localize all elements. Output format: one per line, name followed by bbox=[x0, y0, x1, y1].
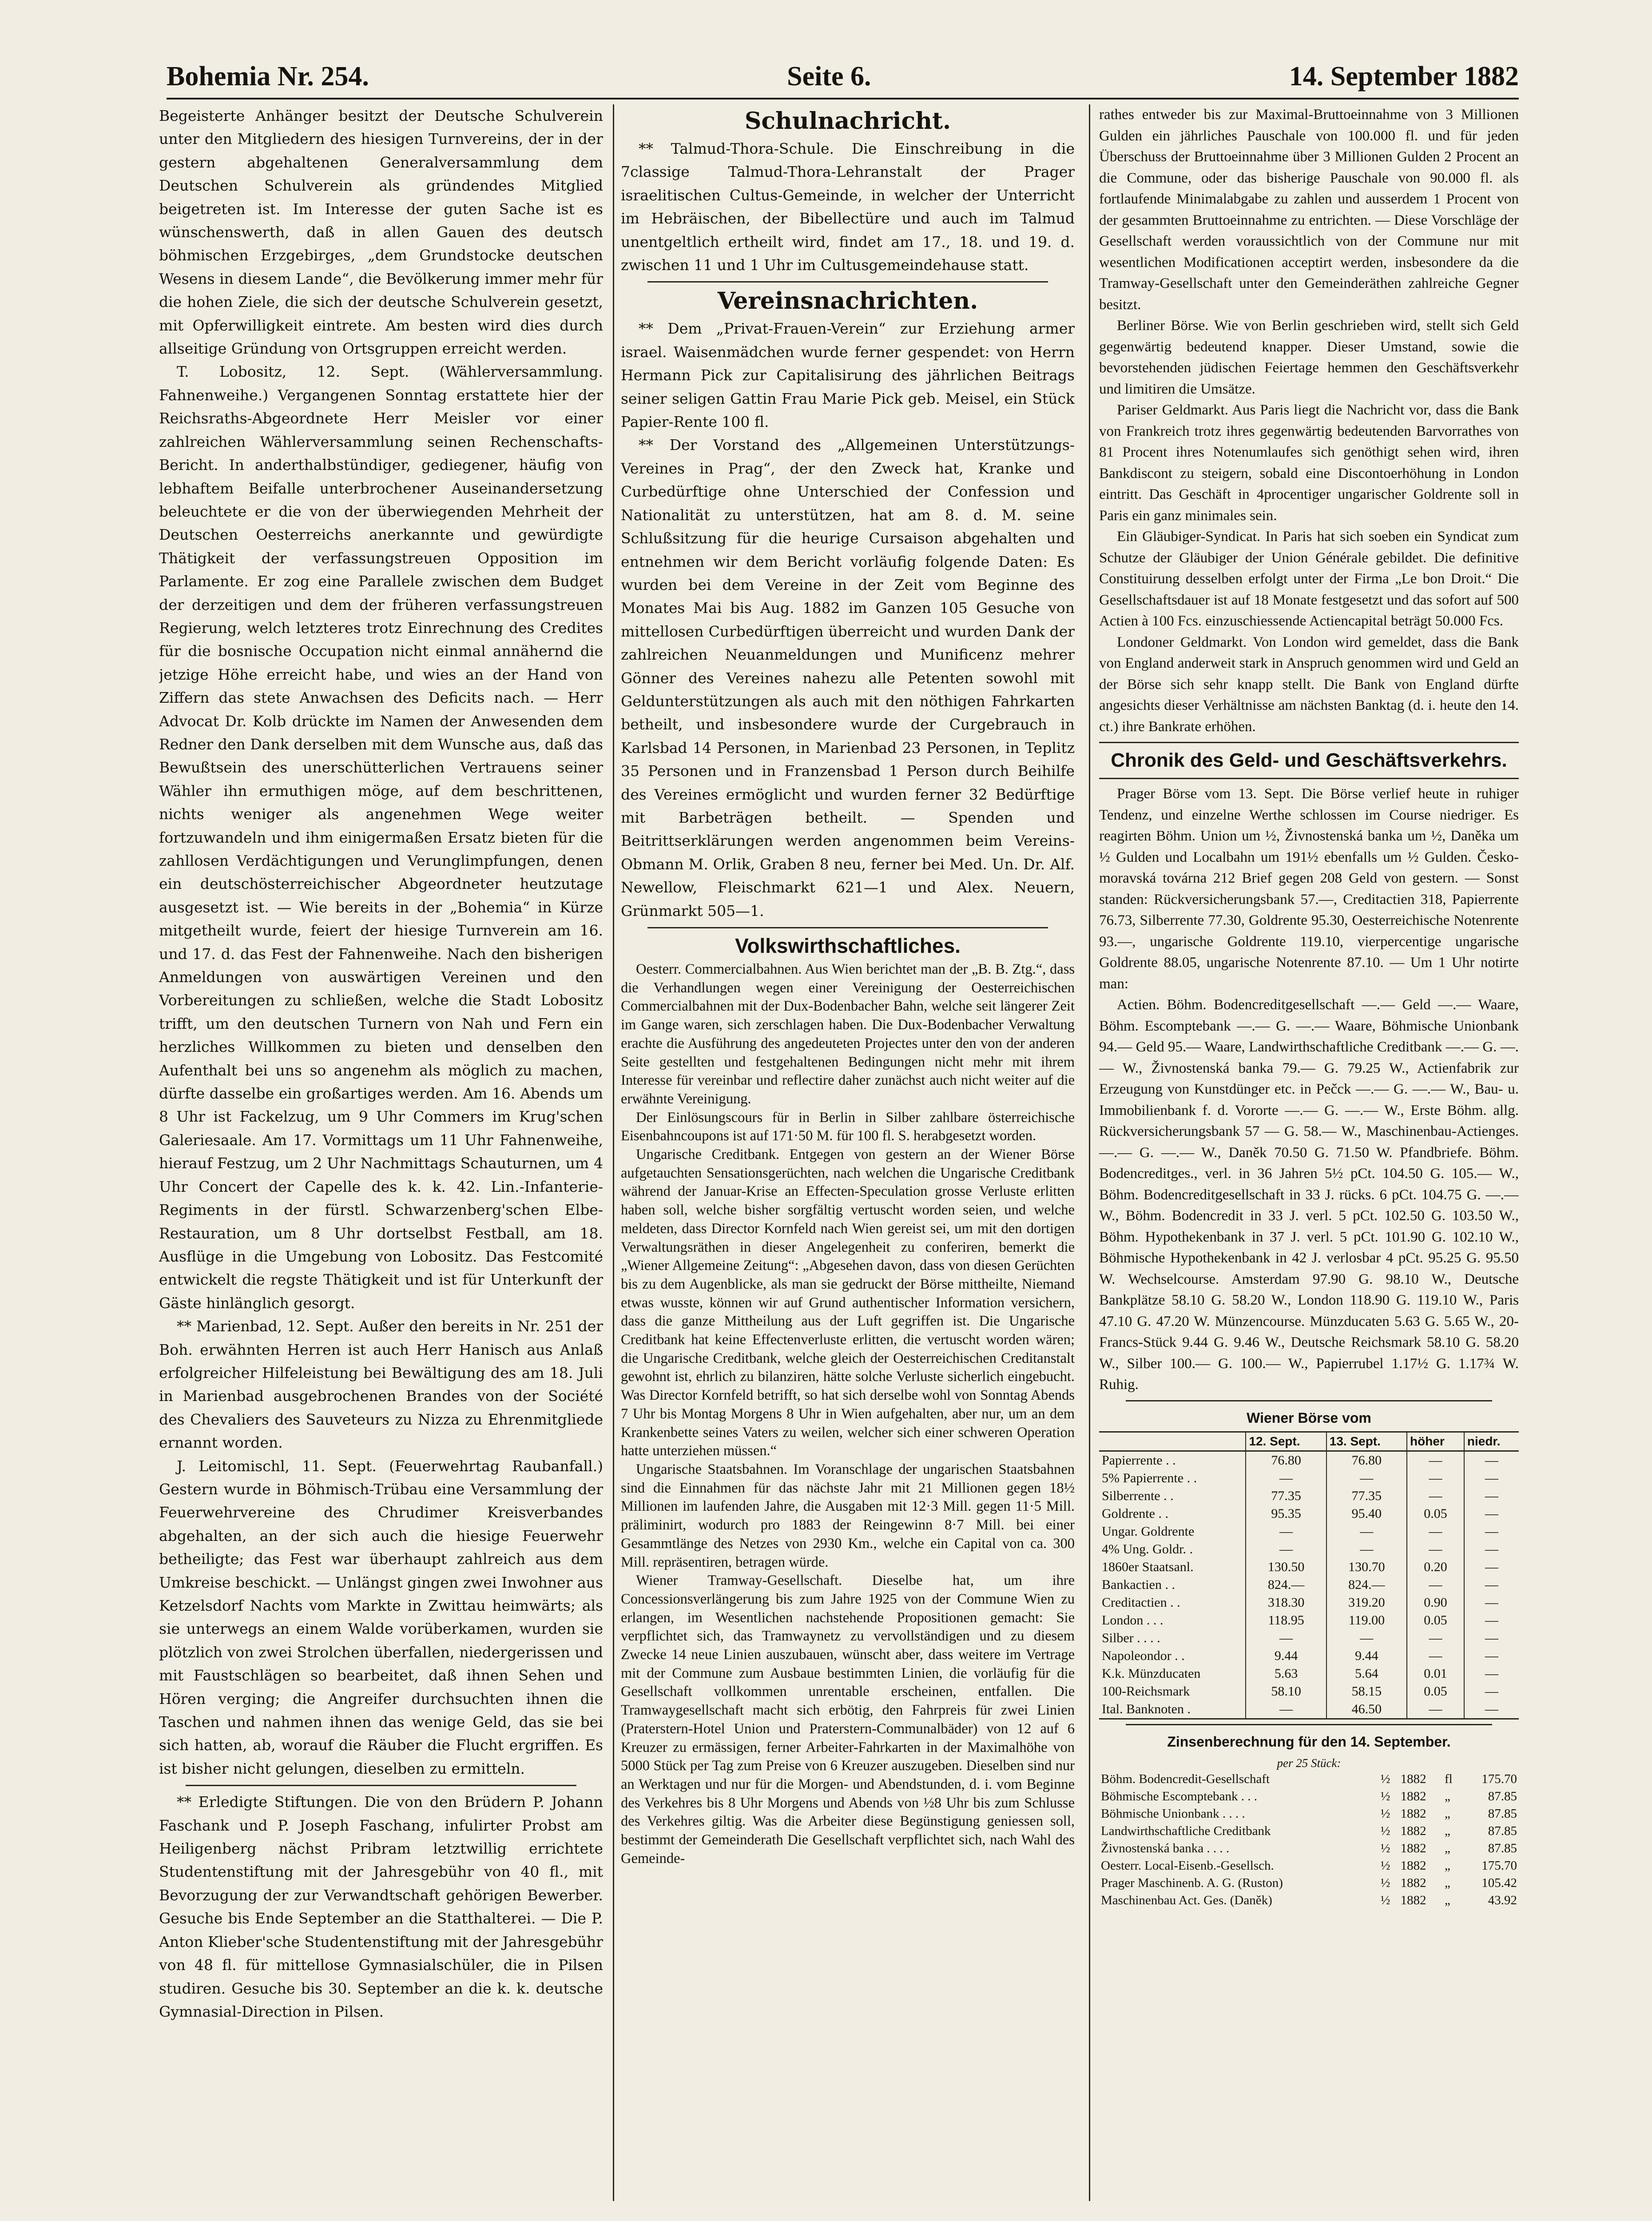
table-row bbox=[1099, 1576, 1519, 1594]
table-cell: 0.01 bbox=[1407, 1665, 1464, 1683]
article-stiftungen: ** Erledigte Stiftungen. Die von den Brüdern P. Johann Faschank und P. Joseph Faschang, infulirter Probst am Heiligenberg nächst Pribram letztwillig errichtete Studentenstiftung mit der Jahresgebühr von 40 fl., mit Bevorzugung der zur Verwandtschaft gehörigen Bewerber. Gesuche bis Ende September an die Statthalterei. — Die P. Anton Klieber'sche Studentenstiftung mit der Jahresgebühr von 48 fl. für mittellose Gymnasialschüler, die in Pilsen studiren. Gesuche bis 30. September an die k. k. deutsche Gymnasial-Direction in Pilsen. bbox=[159, 1793, 603, 2020]
table-cell: 95.40 bbox=[1326, 1505, 1407, 1523]
zinsen-cell: „ bbox=[1445, 1823, 1450, 1838]
zinsen-cell: 43.92 bbox=[1488, 1893, 1517, 1907]
table-cell: 9.44 bbox=[1326, 1647, 1407, 1665]
zinsen-cell: 87.85 bbox=[1488, 1789, 1517, 1803]
table-cell: — bbox=[1464, 1612, 1519, 1629]
table-cell: 824.— bbox=[1326, 1576, 1407, 1594]
zinsen-cell: 87.85 bbox=[1488, 1841, 1517, 1855]
table-cell: London . . . bbox=[1102, 1613, 1164, 1628]
zinsen-cell: 105.42 bbox=[1481, 1875, 1517, 1890]
article-talmud-thora: ** Talmud-Thora-Schule. Die Einschreibung in die 7classige Talmud-Thora-Lehranstalt der Prager israelitischen Cultus-Gemeinde, in welcher der Unterricht im Hebräischen, der Bibellectüre und auch im Talmud unentgeltlich ertheilt wird, findet am 17., 18. und 19. d. zwischen 11 und 1 Uhr im Cultusgemeindehause statt. bbox=[621, 140, 1075, 274]
table-cell: — bbox=[1246, 1629, 1326, 1647]
zinsen-cell: 1882 bbox=[1400, 1841, 1426, 1855]
zinsen-cell: ½ bbox=[1380, 1789, 1390, 1803]
table-cell: — bbox=[1407, 1700, 1464, 1719]
divider bbox=[1099, 778, 1519, 779]
table-header-cell: niedr. bbox=[1464, 1432, 1519, 1451]
section-volkswirthschaft bbox=[621, 933, 1075, 1868]
table-header-cell: 12. Sept. bbox=[1246, 1432, 1326, 1451]
table-cell: 824.— bbox=[1246, 1576, 1326, 1594]
wiener-boerse-table bbox=[1099, 1431, 1519, 1719]
table-cell: 76.80 bbox=[1326, 1451, 1407, 1470]
table-header-cell: 13. Sept. bbox=[1326, 1432, 1407, 1451]
zinsen-cell: 175.70 bbox=[1481, 1771, 1517, 1786]
table-cell: — bbox=[1464, 1665, 1519, 1683]
table-cell: 118.95 bbox=[1246, 1612, 1326, 1629]
zinsen-cell: ½ bbox=[1380, 1823, 1390, 1838]
article-tramway-continued: rathes entweder bis zur Maximal-Bruttoeinnahme von 3 Millionen Gulden ein jährliches Pauschale von 100.000 fl. und für jeden Überschuss der Bruttoeinnahme über 3 Millionen Gulden 2 Procent an die Commune, oder das bisherige Pauschale von 90.000 fl. als fortlaufende Minimalabgabe zu zahlen und ausserdem 1 Procent von der gesammten Bruttoeinnahme zu entrichten. — Diese Vorschläge der Gesellschaft werden voraussichtlich von der Commune nur mit wesentlichen Modificationen acceptirt werden, insbesondere da die Tramway-Gesellschaft unter den Gemeinderäthen zahlreiche Gegner besitzt. bbox=[1099, 107, 1519, 313]
table-row bbox=[1099, 1612, 1519, 1629]
table-cell: Bankactien . . bbox=[1102, 1577, 1175, 1592]
article-marienbad: ** Marienbad, 12. Sept. Außer den bereits in Nr. 251 der Boh. erwähnten Herren ist auch Herr Hanisch aus Anlaß erfolgreicher Hilfeleistung bei Bewältigung des am 18. Juli in Marienbad ausgebrochenen Brandes von der Société des Chevaliers des Sauveteurs zu Nizza zu Ehrenmitgliede ernannt worden. bbox=[159, 1317, 603, 1452]
article-berliner-boerse: Berliner Börse. Wie von Berlin geschrieben wird, stellt sich Geld gegenwärtig bedeutend knapper. Dieser Umstand, sowie die bevorstehenden jüdischen Feiertage hemmen den Geschäftsverkehr und limitiren die Umsätze. bbox=[1099, 318, 1519, 397]
table-row bbox=[1099, 1558, 1519, 1576]
table-cell: — bbox=[1407, 1576, 1464, 1594]
article-glaeubiger-syndicat: Ein Gläubiger-Syndicat. In Paris hat sich soeben ein Syndicat zum Schutze der Gläubiger der Union Générale gebildet. Die definitive Constituirung desselben erfolgt unter der Firma „Le bon Droit.“ Die Gesellschaftsdauer ist auf 18 Monate festgesetzt und das sofort auf 500 Actien à 100 Fcs. einzuschiessende Actiencapital beträgt 50.000 Fcs. bbox=[1099, 529, 1519, 629]
table-cell: — bbox=[1464, 1487, 1519, 1505]
table-cell: — bbox=[1464, 1505, 1519, 1523]
zinsen-cell: Böhm. Bodencredit-Gesellschaft bbox=[1101, 1771, 1270, 1786]
zinsen-row bbox=[1099, 1805, 1519, 1823]
table-cell: — bbox=[1326, 1540, 1407, 1558]
zinsen-subtitle: per 25 Stück: bbox=[1277, 1756, 1341, 1770]
table-cell: Napoleondor . . bbox=[1102, 1648, 1185, 1663]
table-cell: — bbox=[1407, 1523, 1464, 1540]
zinsen-row bbox=[1099, 1857, 1519, 1875]
table-cell: — bbox=[1464, 1451, 1519, 1470]
section-title-vereinsnachrichten: Vereinsnachrichten. bbox=[717, 287, 978, 315]
table-cell: — bbox=[1464, 1540, 1519, 1558]
table-cell: 5% Papierrente . . bbox=[1102, 1471, 1197, 1485]
zinsen-row bbox=[1099, 1892, 1519, 1909]
zinsen-row bbox=[1099, 1840, 1519, 1857]
table-cell: — bbox=[1326, 1523, 1407, 1540]
zinsen-cell: Maschinenbau Act. Ges. (Daněk) bbox=[1101, 1893, 1272, 1907]
table-cell: 46.50 bbox=[1326, 1700, 1407, 1719]
zinsen-cell: 1882 bbox=[1400, 1806, 1426, 1821]
table-cell: 0.05 bbox=[1407, 1505, 1464, 1523]
section-title-schulnachricht: Schulnachricht. bbox=[744, 107, 951, 135]
table-title-wiener-boerse: Wiener Börse vom bbox=[1247, 1409, 1371, 1426]
table-cell: — bbox=[1326, 1469, 1407, 1487]
article-commercialbahnen: Oesterr. Commercialbahnen. Aus Wien berichtet man der „B. B. Ztg.“, dass die Verhandlungen wegen einer Vereinigung der Oesterreichischen Commercialbahnen mit der Dux-Bodenbacher Bahn, welche seit längerer Zeit im Gange waren, sich zerschlagen haben. Die Dux-Bodenbacher Verwaltung erachte die Ausführung des angedeuteten Projectes unter den von der anderen Seite gestellten und festgehaltenen Bedingungen nicht mehr mit ihrem Interesse für vereinbar und reflectire daher zunächst auch nicht weiter auf die erwähnte Vereinigung. bbox=[621, 961, 1075, 1107]
table-cell: 130.50 bbox=[1246, 1558, 1326, 1576]
divider bbox=[1099, 742, 1519, 743]
table-cell: — bbox=[1246, 1540, 1326, 1558]
table-cell: — bbox=[1246, 1700, 1326, 1719]
zinsen-cell: fl bbox=[1445, 1771, 1453, 1786]
table-cell: Creditactien . . bbox=[1102, 1595, 1180, 1610]
table-cell: — bbox=[1464, 1629, 1519, 1647]
table-cell: 58.10 bbox=[1246, 1683, 1326, 1700]
table-row bbox=[1099, 1540, 1519, 1558]
divider bbox=[1126, 1400, 1492, 1401]
table-cell: — bbox=[1464, 1594, 1519, 1612]
article-frauen-verein: ** Dem „Privat-Frauen-Verein“ zur Erziehung armer israel. Waisenmädchen wurde ferner gespendet: von Herrn Hermann Pick zur Capitalisirung des jährlichen Beitrags seiner seligen Gattin Frau Marie Pick geb. Meisel, ein Stück Papier-Rente 100 fl. bbox=[621, 320, 1075, 431]
table-cell: 76.80 bbox=[1246, 1451, 1326, 1470]
table-cell: 0.05 bbox=[1407, 1612, 1464, 1629]
table-cell: Ital. Banknoten . bbox=[1099, 1700, 1246, 1719]
table-cell: — bbox=[1464, 1647, 1519, 1665]
table-cell: 0.05 bbox=[1407, 1683, 1464, 1700]
table-cell: — bbox=[1464, 1469, 1519, 1487]
table-cell: 319.20 bbox=[1326, 1594, 1407, 1612]
table-cell: — bbox=[1464, 1576, 1519, 1594]
table-cell: Silberrente . . bbox=[1102, 1489, 1174, 1503]
zinsen-row bbox=[1099, 1823, 1519, 1840]
table-cell: Goldrente . . bbox=[1102, 1506, 1168, 1521]
zinsen-table bbox=[1099, 1771, 1519, 1909]
table-cell: 9.44 bbox=[1246, 1647, 1326, 1665]
table-cell: — bbox=[1464, 1558, 1519, 1576]
zinsen-cell: 1882 bbox=[1400, 1875, 1426, 1890]
divider bbox=[647, 927, 1048, 928]
table-cell: — bbox=[1407, 1487, 1464, 1505]
article-pariser-geldmarkt: Pariser Geldmarkt. Aus Paris liegt die Nachricht vor, dass die Bank von Frankreich trotz ihres gegenwärtig bedeutenden Barvorrathes von 81 Procent ihres Notenumlaufes sich genöthigt sehen wird, ihren Bankdiscont zu steigern, sobald eine Discontoerhöhung in London eintritt. Das Geschäft in 4procentiger ungarischer Goldrente soll in Paris ein ganz minimales sein. bbox=[1099, 402, 1519, 524]
zinsen-cell: Landwirthschaftliche Creditbank bbox=[1101, 1823, 1271, 1838]
table-cell: — bbox=[1407, 1469, 1464, 1487]
zinsen-cell: „ bbox=[1445, 1875, 1450, 1890]
zinsen-cell: „ bbox=[1445, 1858, 1450, 1873]
zinsen-row bbox=[1099, 1771, 1519, 1788]
zinsen-cell: Živnostenská banka . . . . bbox=[1101, 1841, 1230, 1855]
table-cell: 119.00 bbox=[1326, 1612, 1407, 1629]
table-cell: 77.35 bbox=[1326, 1487, 1407, 1505]
table-cell: 58.15 bbox=[1326, 1683, 1407, 1700]
column-rule bbox=[613, 104, 614, 2201]
table-cell: — bbox=[1407, 1647, 1464, 1665]
table-row bbox=[1099, 1700, 1519, 1719]
zinsen-cell: 1882 bbox=[1400, 1858, 1426, 1873]
zinsen-cell: 1882 bbox=[1400, 1893, 1426, 1907]
zinsen-cell: Prager Maschinenb. A. G. (Ruston) bbox=[1101, 1875, 1283, 1890]
table-row bbox=[1099, 1469, 1519, 1487]
table-header-cell: höher bbox=[1407, 1432, 1464, 1451]
column-3 bbox=[1099, 104, 1519, 2210]
table-cell: — bbox=[1407, 1451, 1464, 1470]
zinsen-cell: 87.85 bbox=[1488, 1806, 1517, 1821]
table-cell: Ungar. Goldrente bbox=[1102, 1524, 1195, 1539]
section-title-chronik: Chronik des Geld- und Geschäftsverkehrs. bbox=[1111, 749, 1507, 771]
table-cell: 1860er Staatsanl. bbox=[1102, 1560, 1194, 1574]
page-header bbox=[167, 56, 1519, 100]
section-title-volkswirthschaftliches: Volkswirthschaftliches. bbox=[735, 934, 961, 957]
table-cell: K.k. Münzducaten bbox=[1102, 1666, 1201, 1681]
zinsen-row bbox=[1099, 1788, 1519, 1805]
divider bbox=[186, 1785, 576, 1786]
zinsen-cell: 1882 bbox=[1400, 1823, 1426, 1838]
column-rule bbox=[1089, 104, 1090, 2201]
article-prager-boerse: Prager Börse vom 13. Sept. Die Börse verlief heute in ruhiger Tendenz, und einzelne Werthe schlossen im Course niedriger. Es reagirten Böhm. Union um ½, Živnostenská banka um ½, Daněka um ½ Gulden und Localbahn um 191½ ebenfalls um ½ Gulden. Česko-moravská továrna 212 Brief gegen 208 Geld von gestern. — Sonst standen: Rückversicherungsbank 57.—, Creditactien 318, Papierrente 76.73, Silberrente 77.30, Goldrente 95.30, Oesterreichische Notenrente 93.—, ungarische Goldrente 119.10, vierpercentige ungarische Goldrente 88.05, ungarische Notenrente 87.10. — Um 1 Uhr notirte man: bbox=[1099, 786, 1519, 992]
table-cell: — bbox=[1464, 1523, 1519, 1540]
zinsen-cell: „ bbox=[1445, 1841, 1450, 1855]
zinsen-row bbox=[1099, 1875, 1519, 1892]
zinsen-cell: „ bbox=[1445, 1893, 1450, 1907]
divider bbox=[647, 281, 1048, 283]
table-row bbox=[1099, 1665, 1519, 1683]
header-page-number: Seite 6. bbox=[787, 61, 871, 92]
zinsen-cell: ½ bbox=[1380, 1806, 1390, 1821]
article-ungarische-staatsbahnen: Ungarische Staatsbahnen. Im Voranschlage der ungarischen Staatsbahnen sind die Einnahmen für das nächste Jahr mit 21 Millionen gegen 18½ Millionen im laufenden Jahre, die Ausgaben mit 12·3 Mill. gegen 11·5 Mill. präliminirt, wodurch pro 1883 der Reingewinn 8·7 Mill. bei einer Gesammtlänge des Netzes von 2930 Km., welche ein Capital von ca. 300 Mill. repräsentiren, betragen würde. bbox=[621, 1461, 1075, 1570]
zinsen-cell: ½ bbox=[1380, 1858, 1390, 1873]
header-issue: Bohemia Nr. 254. bbox=[167, 61, 369, 92]
table-cell: 130.70 bbox=[1326, 1558, 1407, 1576]
table-row bbox=[1099, 1523, 1519, 1540]
table-cell: — bbox=[1464, 1683, 1519, 1700]
zinsen-cell: ½ bbox=[1380, 1875, 1390, 1890]
table-cell: 100-Reichsmark bbox=[1102, 1684, 1190, 1699]
table-row bbox=[1099, 1683, 1519, 1700]
table-cell: 77.35 bbox=[1246, 1487, 1326, 1505]
article-leitomischl: J. Leitomischl, 11. Sept. (Feuerwehrtag Raubanfall.) Gestern wurde in Böhmisch-Trübau eine Versammlung der Feuerwehrvereine des Chrudimer Kreisverbandes abgehalten, an der sich auch die hiesige Feuerwehr betheiligte; das Fest war überhaupt zahlreich aus dem Umkreise beschickt. — Unlängst gingen zwei Inwohner aus Ketzelsdorf Nachts vom Markte in Zwittau heimwärts; als sie unterwegs an einem Walde vorüberkamen, wurden sie plötzlich von zwei Strolchen überfallen, niedergerissen und mit Faustschlägen so bearbeitet, daß ihnen Sehen und Hören verging; die Angreifer durchsuchten ihnen die Taschen und nahmen ihnen das wenige Geld, das sie bei sich hatten, ab, worauf die Räuber die Flucht ergriffen. Es ist bisher nicht gelungen, dieselben zu ermitteln. bbox=[159, 1457, 603, 1777]
table-cell: 5.63 bbox=[1246, 1665, 1326, 1683]
header-date: 14. September 1882 bbox=[1289, 61, 1519, 92]
table-cell: 5.64 bbox=[1326, 1665, 1407, 1683]
table-cell: Silber . . . . bbox=[1102, 1631, 1160, 1645]
zinsen-cell: 175.70 bbox=[1481, 1858, 1517, 1873]
article-einloesungscours: Der Einlösungscours für in Berlin in Silber zahlbare österreichische Eisenbahncoupons ist auf 171·50 M. für 100 fl. S. herabgesetzt worden. bbox=[621, 1109, 1075, 1144]
article-londoner-geldmarkt: Londoner Geldmarkt. Von London wird gemeldet, dass die Bank von England anderweit stark in Anspruch genommen wird und Geld an der Börse sich sehr knapp stellt. Die Bank von England dürfte angesichts dieser Verhältnisse am nächsten Banktag (d. i. heute den 14. ct.) ihre Bankrate erhöhen. bbox=[1099, 634, 1519, 735]
zinsen-title: Zinsenberechnung für den 14. September. bbox=[1167, 1734, 1451, 1750]
table-header-cell bbox=[1099, 1432, 1246, 1451]
zinsen-cell: Böhmische Escomptebank . . . bbox=[1101, 1789, 1257, 1803]
zinsen-cell: 1882 bbox=[1400, 1771, 1426, 1786]
table-cell: — bbox=[1407, 1540, 1464, 1558]
zinsen-cell: 87.85 bbox=[1488, 1823, 1517, 1838]
zinsen-cell: 1882 bbox=[1400, 1789, 1426, 1803]
table-cell: 4% Ung. Goldr. . bbox=[1102, 1542, 1193, 1556]
table-row bbox=[1099, 1451, 1519, 1470]
article-unterstuetzungs-verein: ** Der Vorstand des „Allgemeinen Unterstützungs-Vereines in Prag“, der den Zweck hat, Kranke und Curbedürftige ohne Unterschied der Confession und Nationalität zu unterstützen, hat am 8. d. M. seine Schlußsitzung für die heurige Cursaison abgehalten und entnehmen wir dem Bericht vorläufig folgende Daten: Es wurden bei dem Vereine in der Zeit vom Beginne des Monates Mai bis Aug. 1882 im Ganzen 105 Gesuche von mittellosen Curbedürftigen überreicht und wurden Dank der zahlreichen Neuanmeldungen und Munificenz mehrer Gönner des Vereines nahezu alle Petenten sowohl mit Geldunterstützungen als auch mit den nöthigen Fahrkarten betheilt, und insbesondere wurde der Curgebrauch in Karlsbad 14 Personen, in Marienbad 23 Personen, in Teplitz 35 Personen und in Franzensbad 1 Person durch Beihilfe des Vereines ermöglicht und wurden ferner 32 Bedürftige mit Barbeträgen betheilt. — Spenden und Beitrittserklärungen werden angenommen beim Vereins-Obmann M. Orlik, Graben 8 neu, ferner bei Med. Un. Dr. Alf. Newellow, Fleischmarkt 621—1 und Alex. Neuern, Grünmarkt 505—1. bbox=[621, 436, 1075, 919]
zinsen-cell: ½ bbox=[1380, 1841, 1390, 1855]
article-ungarische-creditbank: Ungarische Creditbank. Entgegen von gestern an der Wiener Börse aufgetauchten Sensationsgerüchten, nach welchen die Ungarische Creditbank während der Januar-Krise an Effecten-Speculation grosse Verluste erlitten haben soll, welche bisher sorgfältig vertuscht worden seien, und welche meldeten, dass Director Kornfeld nach Wien gereist sei, um mit den dortigen Verwaltungsräthen in dieser Angelegenheit zu conferiren, bemerkt die „Wiener Allgemeine Zeitung“: „Abgesehen davon, dass von diesen Gerüchten bis zu dem Augenblicke, als man sie gedruckt der Börse mittheilte, Niemand etwas wusste, können wir auf Grund authentischer Information versichern, dass die ganze Mittheilung aus der Luft gegriffen ist. Die Ungarische Creditbank hat keine Effectenverluste erlitten, die vertuscht worden wären; die Ungarische Creditbank, welche gleich der Oesterreichischen Creditanstalt gewohnt ist, ehrlich zu bilanziren, hätte solche Verluste sicherlich eingebucht. Was Director Kornfeld betrifft, so hat sich derselbe wohl von Sonntag Abends 7 Uhr bis Montag Morgens 8 Uhr in Wien aufgehalten, aber nur, um an dem Krankenbette seines Vaters zu weilen, welcher sich einer schweren Operation hatte unterziehen müssen.“ bbox=[621, 1146, 1075, 1459]
zinsen-cell: Böhmische Unionbank . . . . bbox=[1101, 1806, 1245, 1821]
article-schulverein: Begeisterte Anhänger besitzt der Deutsche Schulverein unter den Mitgliedern des hiesigen Turnvereins, der in der gestern abgehaltenen Generalversammlung dem Deutschen Schulverein als gründendes Mitglied beigetreten ist. Im Interesse der guten Sache ist es wünschenswerth, daß in allen Gauen des deutsch böhmischen Erzgebirges, „dem Grundstocke deutschen Wesens in diesem Lande“, die Bevölkerung immer mehr für die hohen Ziele, die sich der deutsche Schulverein gesetzt, mit Opferwilligkeit eintrete. Am besten wird dies durch allseitige Gründung von Ortsgruppen erreicht werden. bbox=[159, 107, 603, 358]
table-cell: — bbox=[1246, 1523, 1326, 1540]
article-tramway: Wiener Tramway-Gesellschaft. Dieselbe hat, um ihre Concessionsverlängerung bis zum Jahre 1925 von der Commune Wien zu erlangen, im Wesentlichen nachstehende Propositionen gemacht: Sie verpflichtet sich, das Tramwaynetz zu vervollständigen und zu diesem Zwecke 14 neue Linien auszubauen, wünscht aber, dass weitere im Vertrage mit der Commune zum Ausbaue bestimmten Linien, die vorläufig für die Gesellschaft vollkommen unrentable erscheinen, entfallen. Die Tramwaygesellschaft macht sich erbötig, den Fahrpreis für zwei Linien (Praterstern-Hotel Union und Praterstern-Communalbäder) von 12 auf 6 Kreuzer zu ermässigen, ferner Arbeiter-Fahrkarten in der Maximalhöhe von 5000 Stück per Tag zum Preise von 6 Kreuzer auszugeben. Dieselben sind nur an Werktagen und nur für die Morgen- und Abendstunden, d. i. vom Beginne des Verkehres bis 8 Uhr Morgens und Abends von ½8 Uhr bis zum Schlusse des Verkehres giltig. Was die Arbeiter diese Begünstigung geniessen soll, bestimmt der Gemeinderath Die Gesellschaft verpflichtet sich, nach Wahl des Gemeinde- bbox=[621, 1572, 1075, 1867]
table-cell: 0.90 bbox=[1407, 1594, 1464, 1612]
table-cell: 0.20 bbox=[1407, 1558, 1464, 1576]
table-cell: Papierrente . . bbox=[1102, 1453, 1176, 1468]
column-1 bbox=[159, 104, 603, 2210]
zinsen-cell: „ bbox=[1445, 1806, 1450, 1821]
table-row bbox=[1099, 1505, 1519, 1523]
table-cell: — bbox=[1246, 1469, 1326, 1487]
zinsen-cell: „ bbox=[1445, 1789, 1450, 1803]
table-cell: — bbox=[1464, 1700, 1519, 1719]
table-row bbox=[1099, 1647, 1519, 1665]
column-2 bbox=[621, 104, 1075, 2210]
table-row bbox=[1099, 1629, 1519, 1647]
zinsen-cell: ½ bbox=[1380, 1771, 1390, 1786]
table-row bbox=[1099, 1594, 1519, 1612]
article-kursliste: Actien. Böhm. Bodencreditgesellschaft —.— Geld —.— Waare, Böhm. Escomptebank —.— G. —.— Waare, Böhmische Unionbank 94.— Geld 95.— Waare, Landwirthschaftliche Creditbank —.— G. —.— W., Živnostenská banka 79.— G. 79.25 W., Actienfabrik zur Erzeugung von Kunstdünger etc. in Pečck —.— G. —.— W., Bau- u. Immobilienbank f. d. Vororte —.— G. —.— W., Erste Böhm. allg. Rückversicherungsbank 57 — G. 58.— W., Maschinenbau-Actienges. —.— G. —.— W., Daněk 70.50 G. 71.50 W. Pfandbriefe. Böhm. Bodencreditges., verl. in 36 Jahren 5½ pCt. 104.50 G. 105.— W., Böhm. Bodencreditgesellschaft in 33 J. rücks. 6 pCt. 104.75 G. —.— W., Böhm. Bodencredit in 33 J. verl. 5 pCt. 102.50 G. 103.50 W., Böhm. Hypothekenbank in 37 J. verl. 5 pCt. 101.90 G. 102.10 W., Böhmische Hypothekenbank in 42 J. verlosbar 4 pCt. 95.25 G. 95.50 W. Wechselcourse. Amsterdam 97.90 G. 98.10 W., Deutsche Bankplätze 58.10 G. 58.20 W., London 118.90 G. 119.10 W., Paris 47.10 G. 47.20 W. Münzencourse. Münzducaten 5.63 G. 5.65 W., 20-Francs-Stück 9.44 G. 9.46 W., Deutsche Reichsmark 58.10 G. 58.20 W., Silber 100.— G. 100.— W., Papierrubel 1.17½ G. 1.17¾ W. Ruhig. bbox=[1099, 997, 1519, 1393]
zinsen-cell: ½ bbox=[1380, 1893, 1390, 1907]
table-cell: — bbox=[1326, 1629, 1407, 1647]
divider bbox=[1126, 1724, 1492, 1725]
article-lobositz: T. Lobositz, 12. Sept. (Wählerversammlung. Fahnenweihe.) Vergangenen Sonntag erstattete hier der Reichsraths-Abgeordnete Herr Meisler vor einer zahlreichen Wählerversammlung seinen Rechenschafts-Bericht. In anderthalbstündiger, gediegener, häufig von lebhaftem Beifalle unterbrochener Auseinandersetzung beleuchtete er die von der überwiegenden Mehrheit der Deutschen Oesterreichs anerkannte und gewürdigte Thätigkeit der verfassungstreuen Opposition im Parlamente. Er zog eine Parallele zwischen dem Budget der derzeitigen und dem der früheren verfassungstreuen Regierung, welch letzteres trotz Einrechnung des Credites für die bosnische Occupation nicht einmal annähernd die jetzige Höhe erreicht habe, und wies an der Hand von Ziffern das stete Anwachsen des Deficits nach. — Herr Advocat Dr. Kolb drückte im Namen der Anwesenden dem Redner den Dank derselben mit dem Wunsche aus, daß das Bewußtsein des unerschütterlichen Vertrauens seiner Wähler ihn ermuthigen möge, auf dem beschrittenen, nichts weniger als angenehmen Wege weiter fortzuwandeln und ihm einigermaßen Ersatz bieten für die zahllosen Verdächtigungen und Verunglimpfungen, denen ein deutschösterreichischer Abgeordneter heutzutage ausgesetzt ist. — Wie bereits in der „Bohemia“ in Kürze mitgetheilt wurde, feiert der hiesige Turnverein am 16. und 17. d. das Fest der Fahnenweihe. Nach den bisherigen Anmeldungen von auswärtigen Vereinen und den Vorbereitungen zu schließen, welche die Stadt Lobositz trifft, um den deutschen Turnern von Nah und Fern ein herzliches Willkommen zu bieten und denselben den Aufenthalt bei uns so angenehm als möglich zu machen, dürfte dasselbe ein großartiges werden. Am 16. Abends um 8 Uhr ist Fackelzug, um 9 Uhr Commers im Krug'schen Galeriesaale. Am 17. Vormittags um 11 Uhr Fahnenweihe, hierauf Festzug, um 2 Uhr Nachmittags Schauturnen, um 4 Uhr Concert der Capelle des k. k. 42. Lin.-Infanterie-Regiments in der fürstl. Schwarzenberg'schen Elbe-Restauration, um 8 Uhr dortselbst Festball, am 18. Ausflüge in die Umgebung von Lobositz. Das Festcomité entwickelt die regste Thätigkeit und ist für Unterkunft der Gäste hinlänglich gesorgt. bbox=[159, 363, 603, 1312]
table-cell: — bbox=[1407, 1629, 1464, 1647]
zinsen-cell: Oesterr. Local-Eisenb.-Gesellsch. bbox=[1101, 1858, 1274, 1873]
table-row bbox=[1099, 1487, 1519, 1505]
table-cell: 318.30 bbox=[1246, 1594, 1326, 1612]
table-cell: 95.35 bbox=[1246, 1505, 1326, 1523]
